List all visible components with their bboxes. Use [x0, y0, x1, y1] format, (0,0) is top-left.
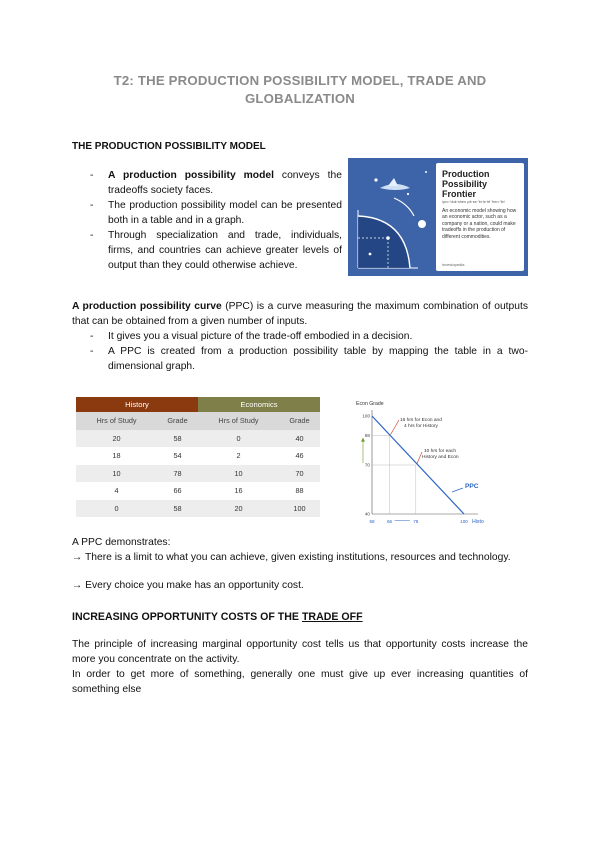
list-item	[72, 168, 342, 198]
ppf-card-description: An economic model showing how an economic actor, such as a company or a nation, could make tradeoffs in the production of different commodities.	[442, 208, 517, 240]
table-group-header-history: History	[76, 397, 198, 412]
list-item	[72, 198, 342, 228]
ppc-bullet-list	[72, 329, 528, 374]
table-row	[76, 430, 320, 448]
production-possibility-table	[76, 397, 320, 517]
table-cell: 58	[157, 500, 198, 518]
ppc-demonstrates-intro: A PPC demonstrates:	[72, 537, 171, 548]
x-tick-label: 100	[460, 519, 468, 524]
x-tick-label: 78	[413, 519, 419, 524]
annotation-label: History and Econ	[422, 455, 459, 460]
ppm-bullet-list	[72, 168, 342, 273]
table-cell: 46	[279, 447, 320, 465]
section-heading-text: INCREASING OPPORTUNITY COSTS OF THE	[72, 611, 302, 623]
title-line-2: GLOBALIZATION	[244, 91, 356, 106]
table-column-header: Hrs of Study	[76, 412, 157, 430]
opportunity-cost-paragraph-2: In order to get more of something, generally one must give up ever increasing quantities of something else	[72, 669, 528, 695]
annotation-label: 4 hrs for History	[404, 424, 438, 429]
table-group-header-economics: Economics	[198, 397, 320, 412]
list-item: - It gives you a visual picture of the trade-off embodied in a decision.	[72, 329, 528, 344]
section-heading-underlined: TRADE OFF	[301, 611, 363, 623]
table-column-header: Hrs of Study	[198, 412, 279, 430]
document-title	[60, 72, 540, 108]
table-row	[76, 447, 320, 465]
list-item	[72, 228, 342, 273]
x-tick-label: 66	[386, 519, 393, 524]
table-cell: 20	[76, 430, 157, 448]
x-tick-label: 58	[369, 519, 375, 524]
list-item: - A PPC is created from a production possibility table by mapping the table in a two-dimensional graph.	[72, 344, 528, 374]
table-cell: 0	[76, 500, 157, 518]
annotation-label: 10 hrs for each	[424, 449, 456, 454]
bullet-text: conveys the tradeoffs society faces.	[108, 170, 342, 196]
table-row	[76, 500, 320, 518]
table-cell: 70	[279, 465, 320, 483]
y-axis-label: Econ Grade	[356, 401, 384, 407]
table-cell: 58	[157, 430, 198, 448]
brand-logo: investopedia	[442, 262, 465, 267]
table-cell: 2	[198, 447, 279, 465]
ppc-label-arrow	[452, 488, 463, 492]
y-tick-label: 100	[362, 413, 370, 419]
table-row	[76, 482, 320, 500]
ppf-illustration	[348, 158, 528, 276]
ppc-demonstrates-point-2: → Every choice you make has an opportunity cost.	[72, 580, 304, 591]
table-row	[76, 465, 320, 483]
y-tick-label: 88	[364, 433, 370, 439]
x-axis-label: Histo	[472, 519, 484, 525]
title-line-1: T2: THE PRODUCTION POSSIBILITY MODEL, TRADE AND	[113, 73, 487, 88]
table-column-header: Grade	[279, 412, 320, 430]
table-cell: 66	[157, 482, 198, 500]
table-cell: 16	[198, 482, 279, 500]
table-cell: 0	[198, 430, 279, 448]
bullet-text: Through specialization and trade, individuals, firms, and countries can achieve greater levels of output than they could otherwise achieve.	[108, 230, 342, 271]
table-cell: 4	[76, 482, 157, 500]
bullet-text: The production possibility model can be presented both in a table and in a graph.	[108, 200, 342, 226]
table-cell: 88	[279, 482, 320, 500]
table-cell: 18	[76, 447, 157, 465]
ppc-demonstrates-point-1: → There is a limit to what you can achieve, given existing institutions, resources and technology.	[72, 552, 511, 563]
section-heading-opportunity-costs	[72, 611, 363, 623]
annotation-arrow	[391, 420, 399, 435]
table-cell: 10	[198, 465, 279, 483]
ppc-curve-label: PPC	[465, 483, 479, 490]
table-cell: 100	[279, 500, 320, 518]
table-column-header: Grade	[157, 412, 198, 430]
table-cell: 54	[157, 447, 198, 465]
section-heading-ppm: THE PRODUCTION POSSIBILITY MODEL	[72, 141, 266, 152]
annotation-label: 16 hrs for Econ and	[400, 418, 442, 423]
table-cell: 40	[279, 430, 320, 448]
ppc-chart	[352, 396, 492, 528]
table-cell: 78	[157, 465, 198, 483]
ppc-definition-text: (PPC) is a curve measuring the maximum combination of outputs that can be obtained from a given number of inputs.	[72, 301, 528, 327]
table-cell: 10	[76, 465, 157, 483]
y-change-arrowhead	[361, 438, 365, 442]
ppc-definition	[72, 299, 528, 329]
opportunity-cost-paragraph-1: The principle of increasing marginal opportunity cost tells us that opportunity costs increase the more you concentrate on the activity.	[72, 639, 528, 665]
ppc-bold-term: A production possibility curve	[72, 301, 222, 312]
table-cell: 20	[198, 500, 279, 518]
ppf-card-title: Production Possibility Frontier	[442, 169, 490, 199]
y-tick-label: 70	[364, 462, 370, 468]
bullet-bold-term: A production possibility model	[108, 170, 274, 181]
ppf-info-card	[436, 163, 524, 271]
ppf-card-pronunciation: /pro·'duk·shen pä·se·'bi·le·tē 'fren·'tir/	[442, 200, 505, 204]
y-tick-label: 40	[364, 511, 370, 517]
